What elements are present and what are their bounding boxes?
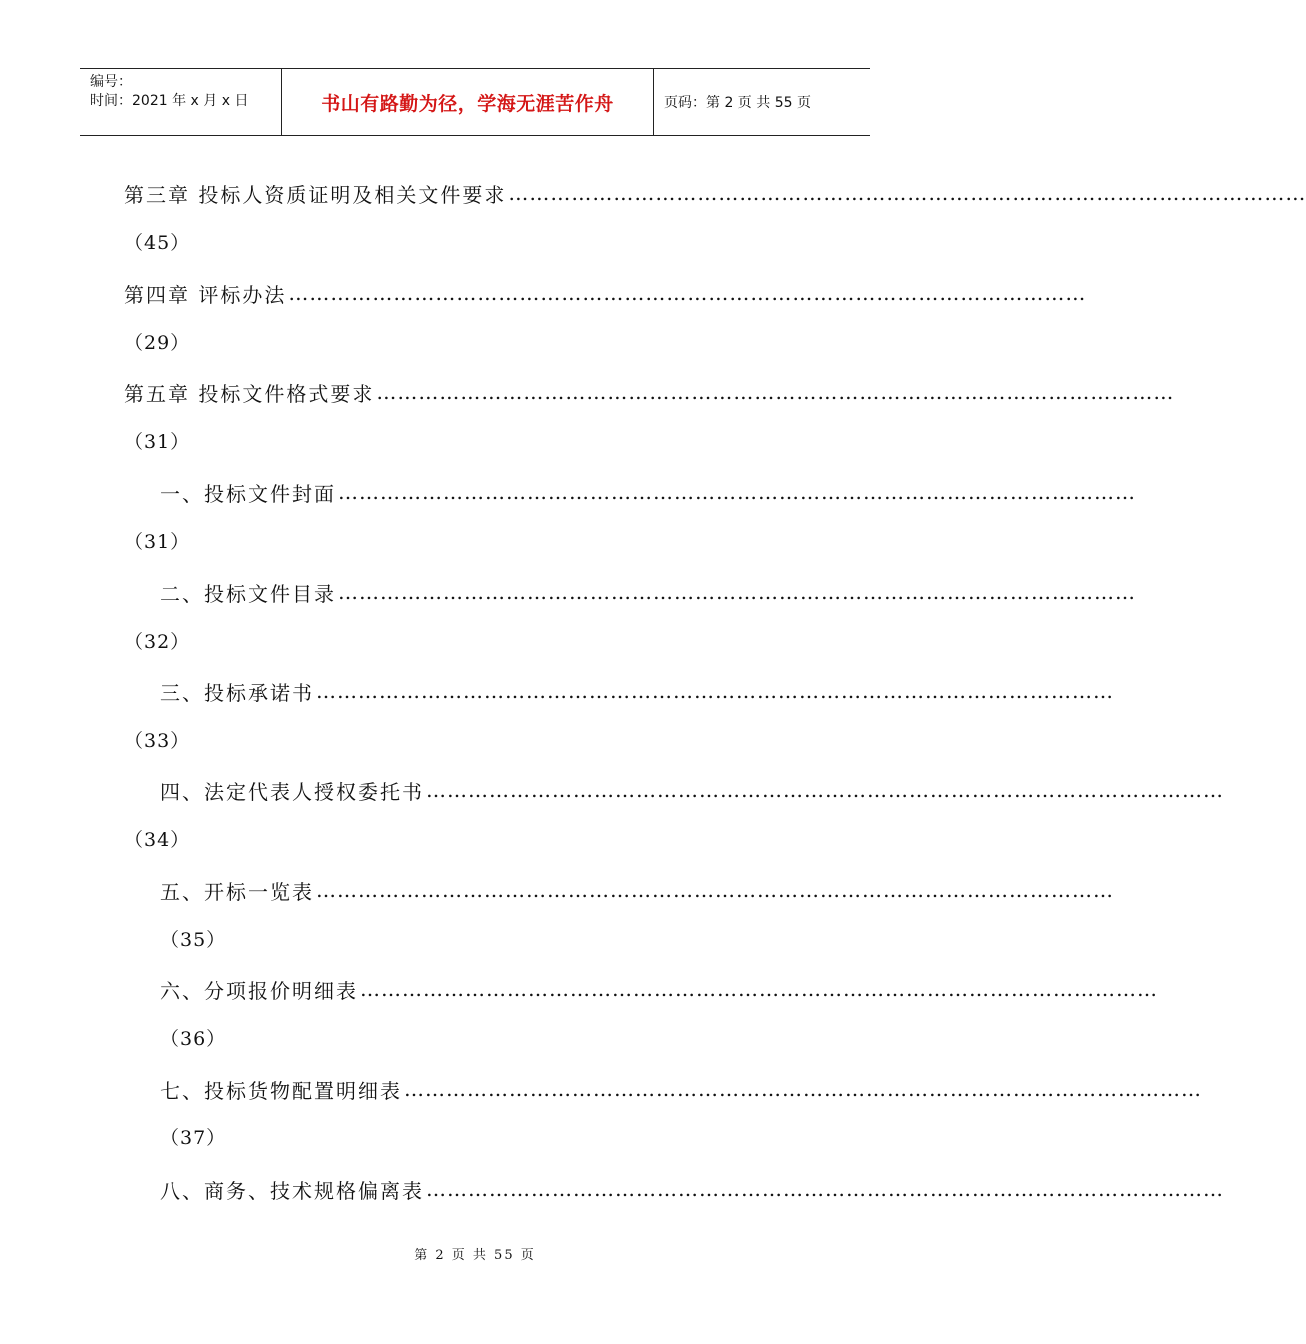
toc-entry-page: （45） bbox=[124, 232, 191, 254]
number-label: 编号： bbox=[90, 74, 132, 90]
header-motto: 书山有路勤为径，学海无涯苦作舟 bbox=[282, 69, 654, 135]
toc-entry bbox=[160, 1173, 1224, 1205]
toc-entry-title: 第四章 评标办法 bbox=[124, 282, 287, 307]
toc-entry-page: （34） bbox=[124, 829, 191, 851]
toc-leader-dots: …………………………………………………………………………………………………… bbox=[338, 580, 1136, 604]
toc-leader-dots: …………………………………………………………………………………………………… bbox=[426, 1177, 1224, 1201]
toc-leader-dots: …………………………………………………………………………………………………… bbox=[338, 480, 1136, 504]
toc-entry-title: 六、分项报价明细表 bbox=[160, 978, 358, 1003]
time-label: 时间：2021 年 x 月 x 日 bbox=[90, 93, 249, 109]
toc-entry-title: 一、投标文件封面 bbox=[160, 481, 336, 506]
toc-entry bbox=[124, 277, 1087, 309]
toc-entry-page: （32） bbox=[124, 631, 191, 653]
toc-entry-page: （31） bbox=[124, 431, 191, 453]
toc-entry-title: 五、开标一览表 bbox=[160, 879, 314, 904]
toc-entry bbox=[160, 973, 1158, 1005]
toc-leader-dots: …………………………………………………………………………………………………… bbox=[316, 679, 1114, 703]
toc-entry-title: 二、投标文件目录 bbox=[160, 581, 336, 606]
toc-entry bbox=[160, 576, 1136, 608]
toc-entry bbox=[124, 376, 1175, 408]
toc-entry-page: （36） bbox=[160, 1028, 227, 1050]
toc-entry-title: 四、法定代表人授权委托书 bbox=[160, 779, 424, 804]
toc-entry-page: （37） bbox=[160, 1127, 227, 1149]
toc-entry-page: （33） bbox=[124, 730, 191, 752]
toc-entry-title: 三、投标承诺书 bbox=[160, 680, 314, 705]
toc-entry-page: （35） bbox=[160, 929, 227, 951]
toc-entry-title: 第三章 投标人资质证明及相关文件要求 bbox=[124, 182, 507, 207]
toc-entry bbox=[160, 1073, 1202, 1105]
toc-entry bbox=[160, 675, 1114, 707]
toc-entry bbox=[124, 177, 1306, 209]
toc-entry-title: 第五章 投标文件格式要求 bbox=[124, 381, 375, 406]
toc-leader-dots: …………………………………………………………………………………………………… bbox=[404, 1077, 1202, 1101]
toc-entry-page: （29） bbox=[124, 332, 191, 354]
toc-entry bbox=[160, 874, 1114, 906]
toc-leader-dots: …………………………………………………………………………………………………… bbox=[360, 977, 1158, 1001]
toc-leader-dots: …………………………………………………………………………………………………… bbox=[426, 778, 1224, 802]
toc-entry bbox=[160, 476, 1136, 508]
toc-entry bbox=[160, 774, 1224, 806]
toc-entry-title: 七、投标货物配置明细表 bbox=[160, 1078, 402, 1103]
toc-entry-page: （31） bbox=[124, 531, 191, 553]
toc-leader-dots: …………………………………………………………………………………………………… bbox=[316, 878, 1114, 902]
header-page-info: 页码：第 2 页 共 55 页 bbox=[664, 95, 811, 111]
toc-leader-dots: …………………………………………………………………………………………………… bbox=[288, 281, 1087, 305]
toc-entry-title: 八、商务、技术规格偏离表 bbox=[160, 1178, 424, 1203]
page-footer: 第 2 页 共 55 页 bbox=[414, 1248, 536, 1263]
toc-leader-dots: …………………………………………………………………………………………………… bbox=[508, 181, 1306, 205]
toc-leader-dots: …………………………………………………………………………………………………… bbox=[376, 380, 1175, 404]
